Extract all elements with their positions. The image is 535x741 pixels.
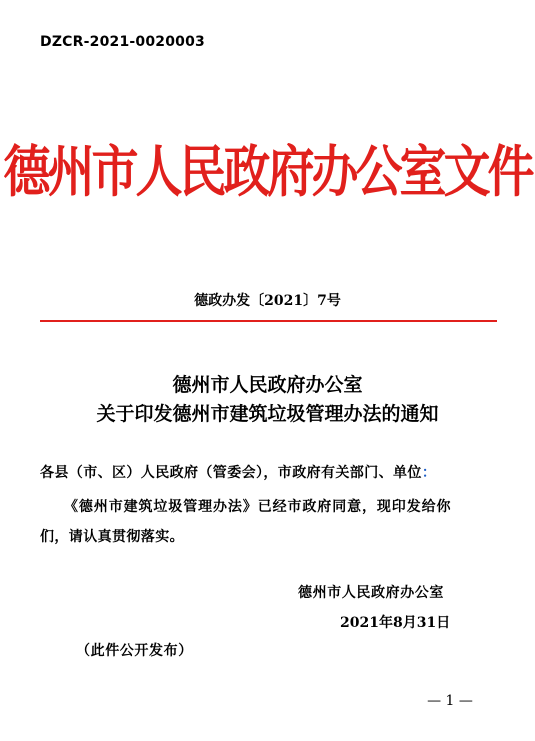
document-code: DZCR-2021-0020003 <box>40 34 206 50</box>
document-number: 德政办发〔2021〕7号 <box>194 293 341 309</box>
addressee <box>40 462 436 482</box>
notice-title-line-1: 德州市人民政府办公室 <box>172 374 363 396</box>
notice-title-line-2: 关于印发德州市建筑垃圾管理办法的通知 <box>96 403 439 425</box>
publish-note: （此件公开发布） <box>76 643 193 659</box>
addressee-colon: ： <box>421 465 437 481</box>
red-divider-rule <box>40 320 497 322</box>
signature-date: 2021年8月31日 <box>340 615 451 631</box>
addressee-text: 各县（市、区）人民政府（管委会），市政府有关部门、单位 <box>40 465 422 481</box>
body-paragraph-line-1: 《德州市建筑垃圾管理办法》已经市政府同意，现印发给你 <box>64 499 452 515</box>
issuer-header: 德州市人民政府办公室文件 <box>3 140 532 206</box>
signature-issuer: 德州市人民政府办公室 <box>298 585 444 601</box>
body-paragraph-line-2: 们，请认真贯彻落实。 <box>40 529 184 545</box>
page-number: — 1 — <box>427 693 473 709</box>
